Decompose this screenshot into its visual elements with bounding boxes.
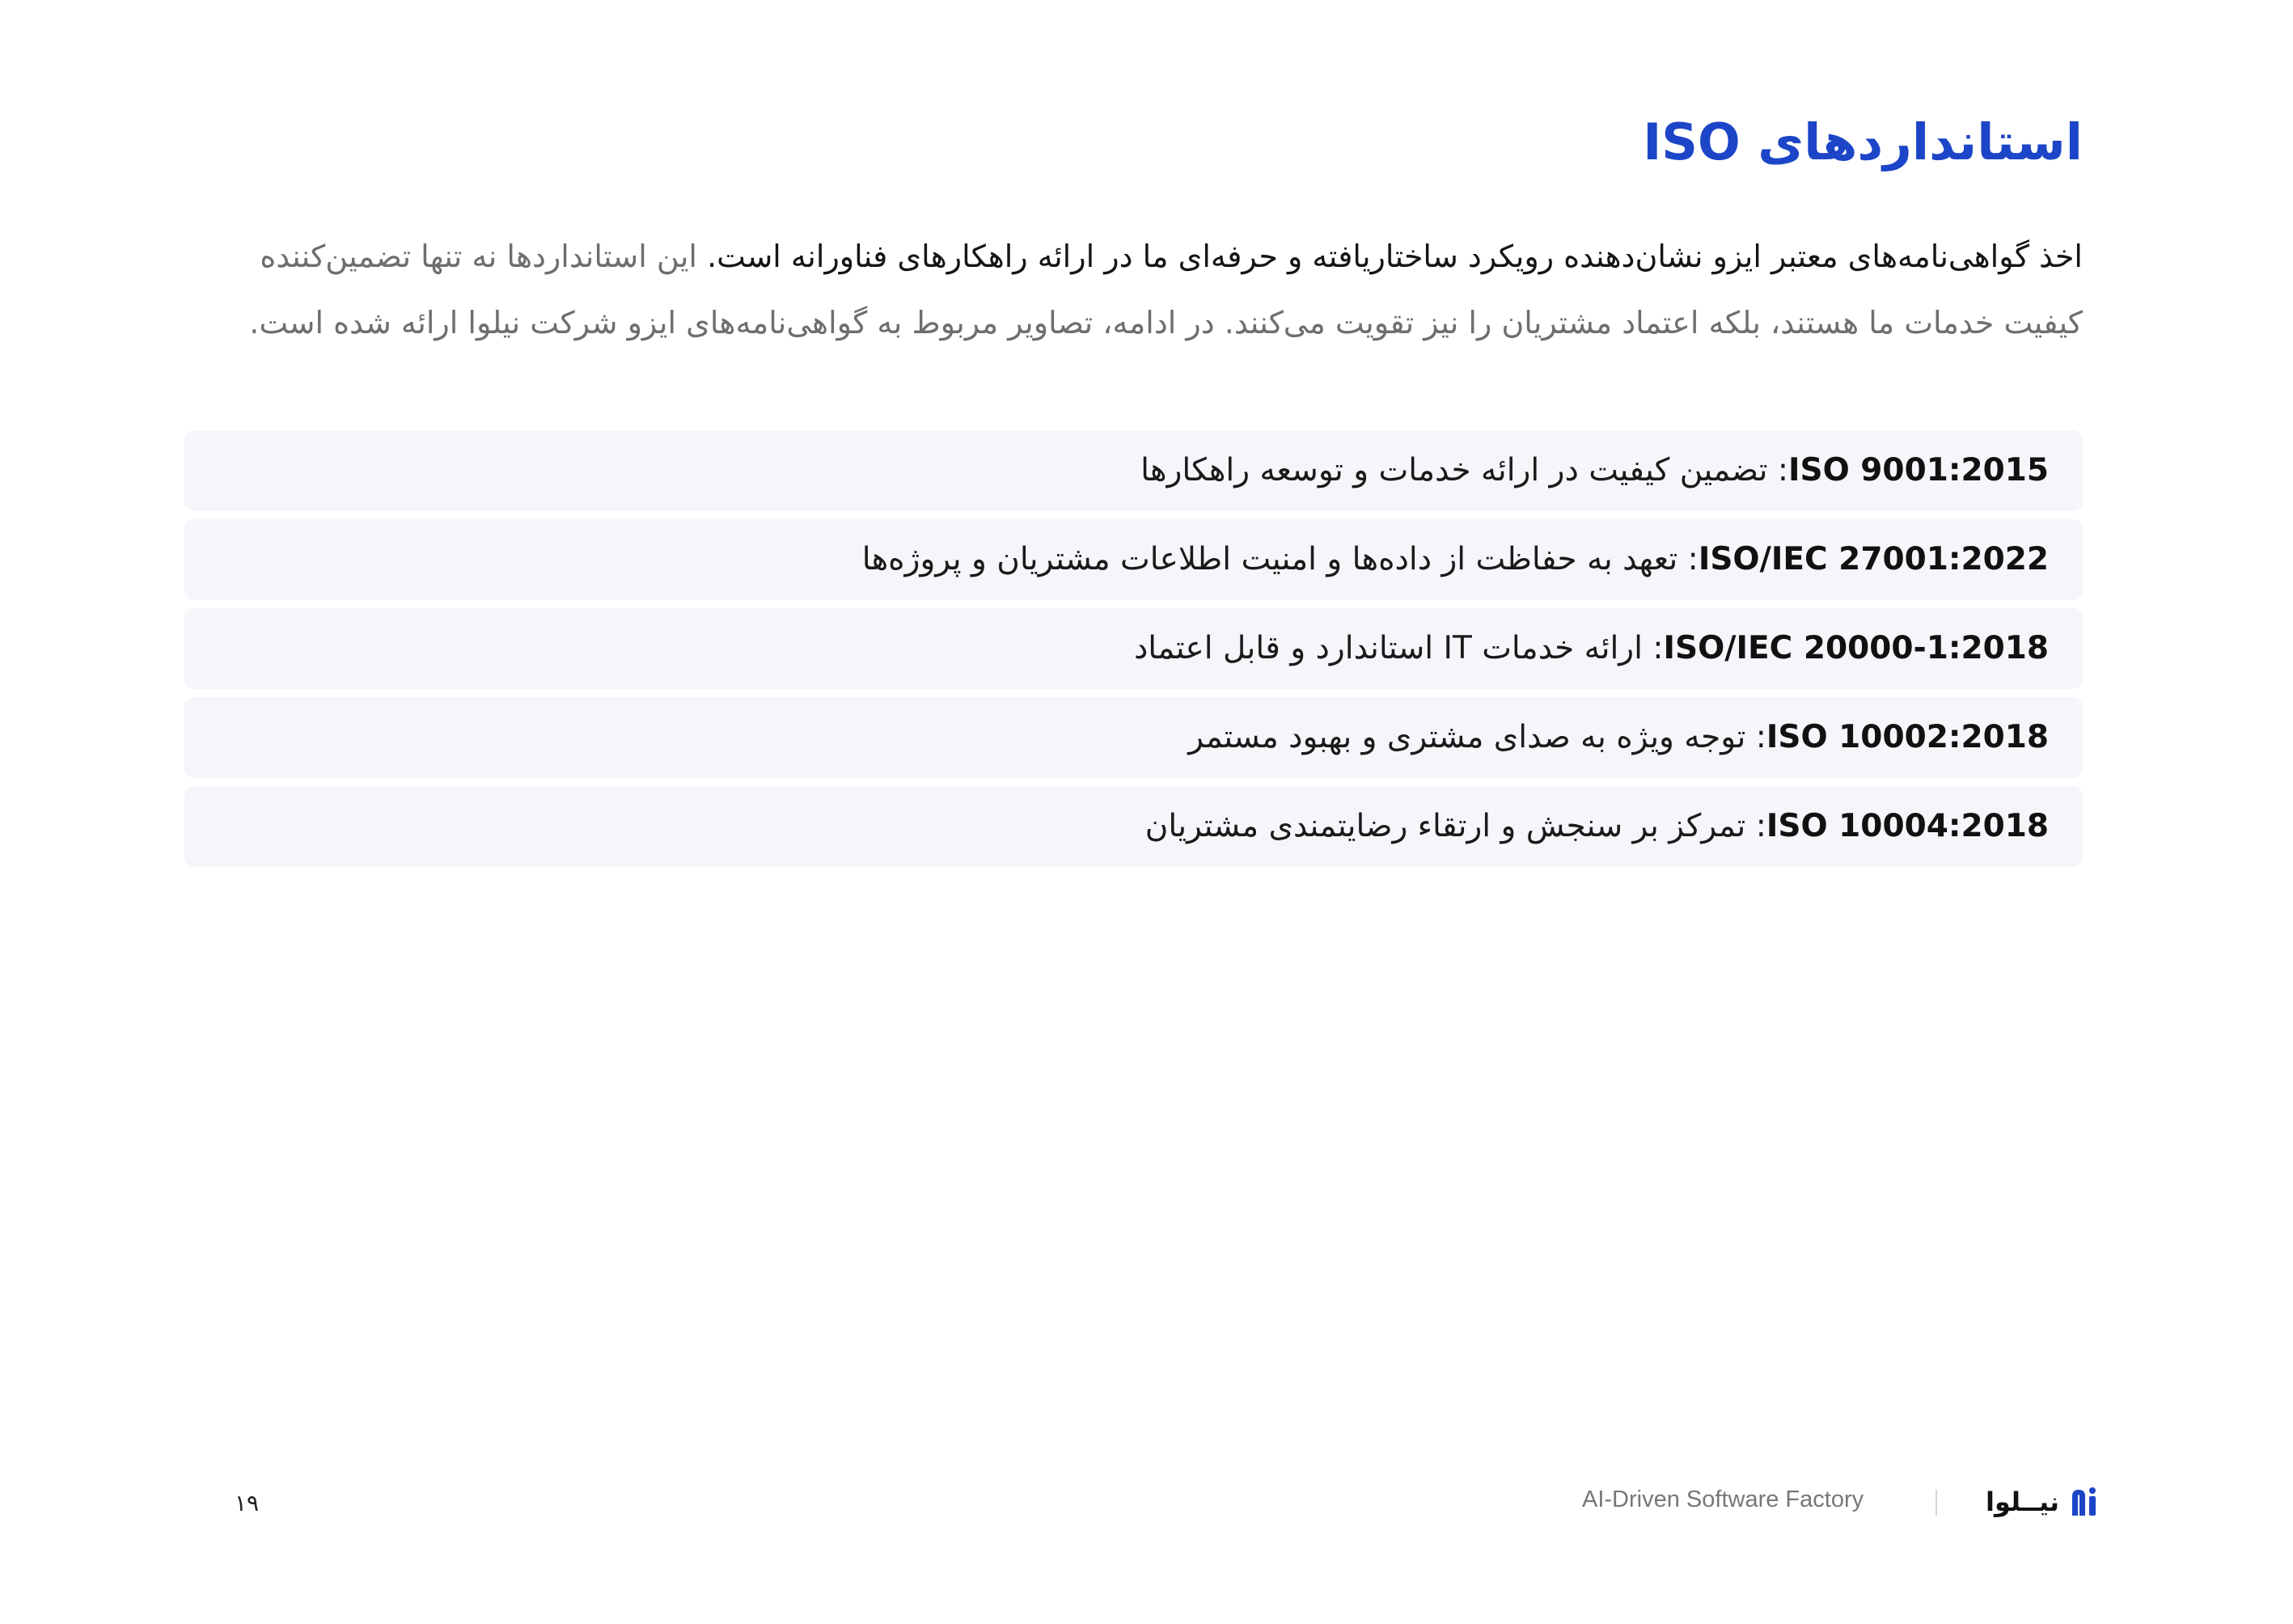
iso-standard-description: ارائه خدمات IT استاندارد و قابل اعتماد xyxy=(1133,630,1643,666)
iso-standards-list xyxy=(184,430,2083,875)
iso-standard-item xyxy=(184,786,2083,867)
intro-strong-text: اخذ گواهی‌نامه‌های معتبر ایزو نشان‌دهنده رویکرد ساختاریافته و حرفه‌ای ما در ارائه راهکارهای فناورانه است. xyxy=(707,239,2083,274)
iso-standard-code: ISO/IEC 20000-1:2018 xyxy=(1663,630,2049,666)
nilva-logo-icon xyxy=(2067,1485,2101,1519)
intro-muted-text: این استانداردها نه تنها تضمین‌کننده کیفیت خدمات ما هستند، بلکه اعتماد مشتریان را نیز تقویت می‌کنند. در ادامه، تصاویر مربوط به گواهی‌نامه‌های ایزو شرکت نیلوا ارائه شده است. xyxy=(249,239,2083,340)
iso-standard-item xyxy=(184,430,2083,511)
page-footer xyxy=(0,1472,2293,1537)
iso-standard-item xyxy=(184,697,2083,778)
brand-logo xyxy=(1986,1482,2101,1522)
footer-tagline: AI-Driven Software Factory xyxy=(1582,1487,1864,1512)
intro-paragraph xyxy=(206,223,2083,356)
iso-standard-separator: : xyxy=(1642,630,1664,666)
page-title: استانداردهای ISO xyxy=(1643,112,2083,171)
iso-standard-description: توجه ویژه به صدای مشتری و بهبود مستمر xyxy=(1188,719,1746,755)
iso-standard-separator: : xyxy=(1677,541,1699,577)
brand-name: نیــلوا xyxy=(1986,1487,2060,1517)
iso-standard-description: تعهد به حفاظت از داده‌ها و امنیت اطلاعات مشتریان و پروژه‌ها xyxy=(861,541,1678,577)
iso-standard-item xyxy=(184,608,2083,689)
iso-standard-separator: : xyxy=(1745,719,1766,755)
iso-standard-code: ISO 10004:2018 xyxy=(1766,808,2049,844)
iso-standard-code: ISO 9001:2015 xyxy=(1787,452,2049,488)
iso-standard-description: تضمین کیفیت در ارائه خدمات و توسعه راهکارها xyxy=(1140,452,1768,488)
iso-standard-item xyxy=(184,519,2083,600)
footer-divider xyxy=(1936,1490,1937,1516)
iso-standard-description: تمرکز بر سنجش و ارتقاء رضایتمندی مشتریان xyxy=(1144,808,1746,844)
iso-standard-separator: : xyxy=(1767,452,1788,488)
iso-standard-code: ISO/IEC 27001:2022 xyxy=(1698,541,2049,577)
iso-standard-separator: : xyxy=(1745,808,1766,844)
page-number: ۱۹ xyxy=(235,1490,260,1516)
iso-standard-code: ISO 10002:2018 xyxy=(1766,719,2049,755)
